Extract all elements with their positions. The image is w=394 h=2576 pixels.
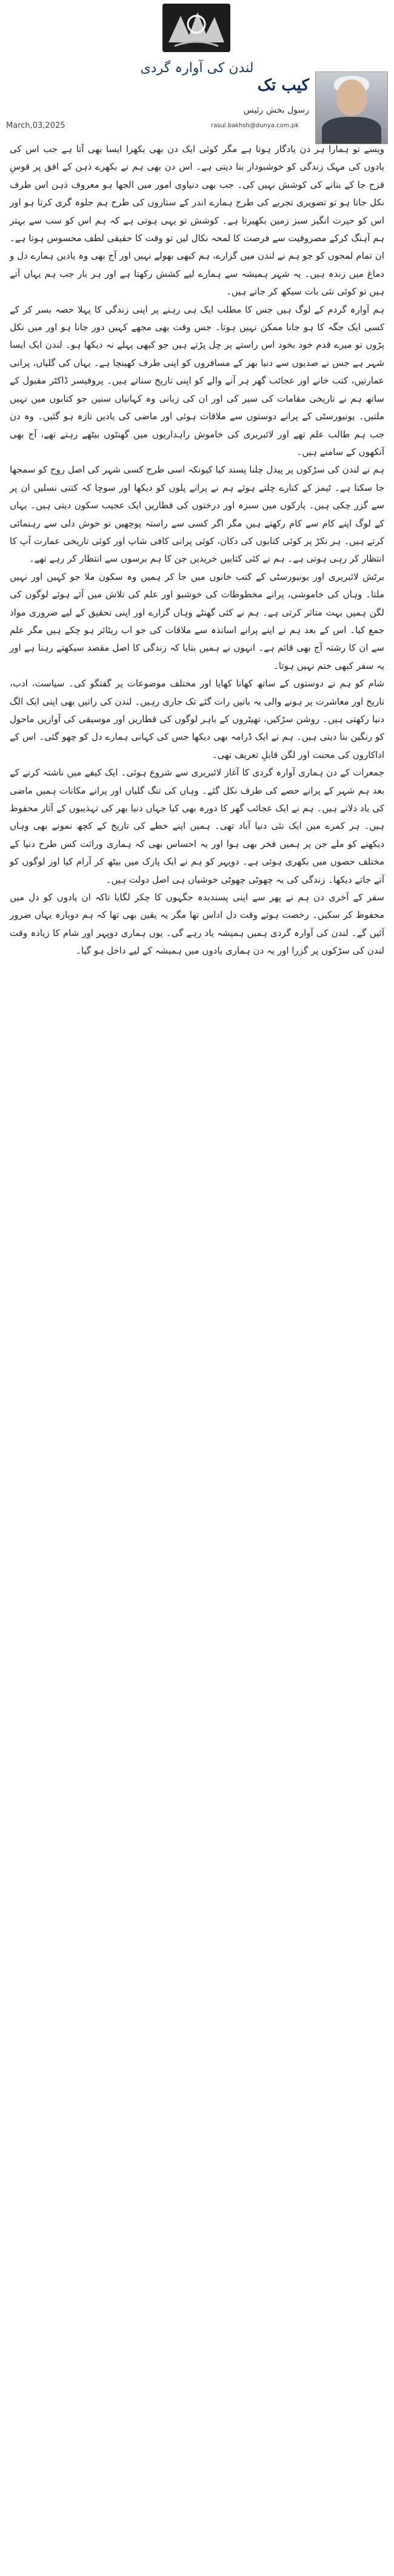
column-title: لندن کی آوارہ گردی: [140, 61, 254, 76]
author-photo: [315, 71, 388, 144]
author-face: [336, 79, 367, 116]
byline: [211, 71, 388, 144]
column-brand: کیب تک: [257, 76, 309, 95]
article-paragraph: برٹش لائبریری اور یونیورسٹی کے کتب خانوں میں جا کر ہمیں وہ سکون ملا جو کہیں اور نہیں ملتا۔ وہاں کی خاموشی، پرانے مخطوطات کی خوشبو اور علم کی تلاش میں آئے ہوئے لوگوں کی لگن ہمیں بہت متاثر کرتی ہے۔ ہم نے کئی گھنٹے وہاں گزارے اور اپنی تحقیق کے لیے ضروری مواد جمع کیا۔ اس کے بعد ہم نے اپنے پرانے اساتذہ سے ملاقات کی جو اب ریٹائر ہو چکے ہیں مگر علم سے ان کا رشتہ آج بھی قائم ہے۔ انہوں نے ہمیں بتایا کہ زندگی کا اصل مقصد سیکھتے رہنا ہے اور یہ سفر کبھی ختم نہیں ہوتا۔: [10, 571, 384, 671]
article-paragraph: ہم نے لندن کی سڑکوں پر پیدل چلنا پسند کیا کیونکہ اسی طرح کسی شہر کی اصل روح کو سمجھا جا سکتا ہے۔ ٹیمز کے کنارے چلتے ہوئے ہم نے پرانے پلوں کو دیکھا اور سوچا کہ کتنی نسلیں ان پر سے گزر چکی ہیں۔ پارکوں میں سبزہ اور درختوں کی قطاریں ایک عجیب سکون دیتی ہیں۔ یہاں کے لوگ اپنے کام سے کام رکھتے ہیں مگر اگر کسی سے راستہ پوچھیں تو خوش دلی سے رہنمائی کرتے ہیں۔ ہر نکڑ پر کوئی کتابوں کی دکان، کوئی پرانی کافی شاپ اور کوئی تاریخی عمارت آپ کا انتظار کر رہی ہوتی ہے۔ ہم نے کئی کتابیں خریدیں جن کا ہم برسوں سے انتظار کر رہے تھے۔: [10, 464, 384, 565]
article-paragraph: شام کو ہم نے دوستوں کے ساتھ کھانا کھایا اور مختلف موضوعات پر گفتگو کی۔ سیاست، ادب، تاریخ اور معاشرت پر ہونے والی یہ باتیں رات گئے تک جاری رہیں۔ لندن کی راتیں بھی اپنی ایک الگ دنیا رکھتی ہیں۔ روشن سڑکیں، تھیٹروں کے باہر لوگوں کی قطاریں اور موسیقی کی آوازیں ماحول کو رنگین بنا دیتی ہیں۔ ہم نے ایک ڈرامہ بھی دیکھا جس کی کہانی ہمارے دل کو چھو گئی۔ اس کے اداکاروں کی محنت اور لگن قابلِ تعریف تھی۔: [10, 678, 384, 760]
article-paragraph: ہم آوارہ گردم کے لوگ ہیں جس کا مطلب ایک ہی رہنے پر اپنی زندگی کا پہلا حصہ بسر کر کے کسی ایک جگہ کا ہو جانا ممکن نہیں ہوتا۔ جس وقت بھی مجھے کہیں دور جانا ہو اور میں نکل پڑوں تو میرے قدم خود بخود اس راستے پر چل پڑتے ہیں جو کبھی پہلے نہ دیکھا ہو۔ لندن ایک ایسا شہر ہے جس نے صدیوں سے دنیا بھر کے مسافروں کو اپنی طرف کھینچا ہے۔ یہاں کی گلیاں، پرانی عمارتیں، کتب خانے اور عجائب گھر ہر آنے والے کو اپنی تاریخ سناتے ہیں۔ پروفیسر ڈاکٹر مقبول کے ساتھ ہم نے تاریخی مقامات کی سیر کی اور ان کی زبانی وہ کہانیاں سنیں جو کتابوں میں نہیں ملتیں۔ یونیورسٹی کے پرانے دوستوں سے ملاقات ہوئی اور ماضی کی یادیں تازہ ہو گئیں۔ وہ دن جب ہم طالب علم تھے اور لائبریری کی خاموش راہداریوں میں گھنٹوں بیٹھے رہتے تھے، آج بھی آنکھوں کے سامنے ہیں۔: [10, 304, 384, 457]
article-paragraph: جمعرات کے دن ہماری آوارہ گردی کا آغاز لائبریری سے شروع ہوئی۔ ایک کیفے میں ناشتہ کرنے کے بعد ہم شہر کے پرانے حصے کی طرف نکل گئے۔ وہاں کی تنگ گلیاں اور پرانے مکانات ہمیں ماضی کی یاد دلاتے ہیں۔ ہم نے ایک عجائب گھر کا دورہ بھی کیا جہاں دنیا بھر کی تہذیبوں کے آثار محفوظ ہیں۔ ہر کمرے میں ایک نئی دنیا آباد تھی۔ ہمیں اپنے خطے کی تاریخ کے کچھ نمونے بھی وہاں دیکھنے کو ملے جن پر ہمیں فخر بھی ہوا اور یہ احساس بھی کہ ہماری وراثت کس طرح دنیا کے مختلف حصوں میں بکھری ہوئی ہے۔ دوپہر کو ہم نے ایک پارک میں بیٹھ کر آرام کیا اور لوگوں کو آتے جاتے دیکھا۔ زندگی کی یہ چھوٹی چھوٹی خوشیاں ہی اصل دولت ہیں۔: [10, 767, 384, 885]
masthead: [0, 0, 394, 76]
article-paragraph: سفر کے آخری دن ہم نے پھر سے اپنی پسندیدہ جگہوں کا چکر لگایا تاکہ ان یادوں کو دل میں محفوظ کر سکیں۔ رخصت ہوتے وقت دل اداس تھا مگر یہ یقین بھی تھا کہ ہم دوبارہ یہاں ضرور آئیں گے۔ لندن کی آوارہ گردی ہمیں ہمیشہ یاد رہے گی۔ یوں ہماری دوپہر اور شام کا زیادہ وقت لندن کی سڑکوں پر گزرا اور یہ دن ہماری یادوں میں ہمیشہ کے لیے داخل ہو گیا۔: [10, 892, 384, 957]
logo-artwork-icon: [162, 4, 230, 52]
article-paragraph: ویسے تو ہمارا ہر دن یادگار ہوتا ہے مگر کوئی ایک دن بھی بکھرا ایسا بھی آتا ہے جب اس کی یادوں کی مہک زندگی کو خوشبودار بنا دیتی ہے۔ اس دن بھی ہم نے بکھرے ذہن کے افق پر قوسِ قزح جا کے بنانے کی کوشش نہیں کی۔ جب بھی دنیاوی امور میں الجھا ہو معروف ذہن اس طرف نکل جاتا ہو تو تصویری تجربے کی طرح ہمارے اندر کے ستاروں کی طرح ہم جلوہ گری کرتا ہو اور اس کو حیرت انگیز سبز زمین بکھیرتا ہے۔ کوشش تو یہی ہوتی ہے کہ ہم اس کو سب سے بہتر ہم آہنگ کرکے مصروفیت سے فرصت کا لمحہ نکال لیں تو وقت کا حقیقی لطف محسوس ہوتا ہے۔ ان تمام لمحوں کو جو ہم نے لندن میں گزارے، ہم کبھی بھولے نہیں اور آج بھی وہ یادیں ہمارے دل و دماغ میں زندہ ہیں۔ یہ شہر ہمیشہ سے ہمارے لیے کشش رکھتا ہے اور ہر بار جب ہم یہاں آتے ہیں تو کوئی نئی بات سیکھ کر جاتے ہیں۔: [10, 144, 384, 297]
article-body: [10, 141, 384, 960]
publish-date: March,03,2025: [6, 121, 65, 130]
author-email[interactable]: rasul.bakhsh@dunya.com.pk: [211, 122, 299, 129]
dunya-logo: [162, 4, 230, 52]
author-name: رسول بخش رئیس: [243, 105, 309, 115]
